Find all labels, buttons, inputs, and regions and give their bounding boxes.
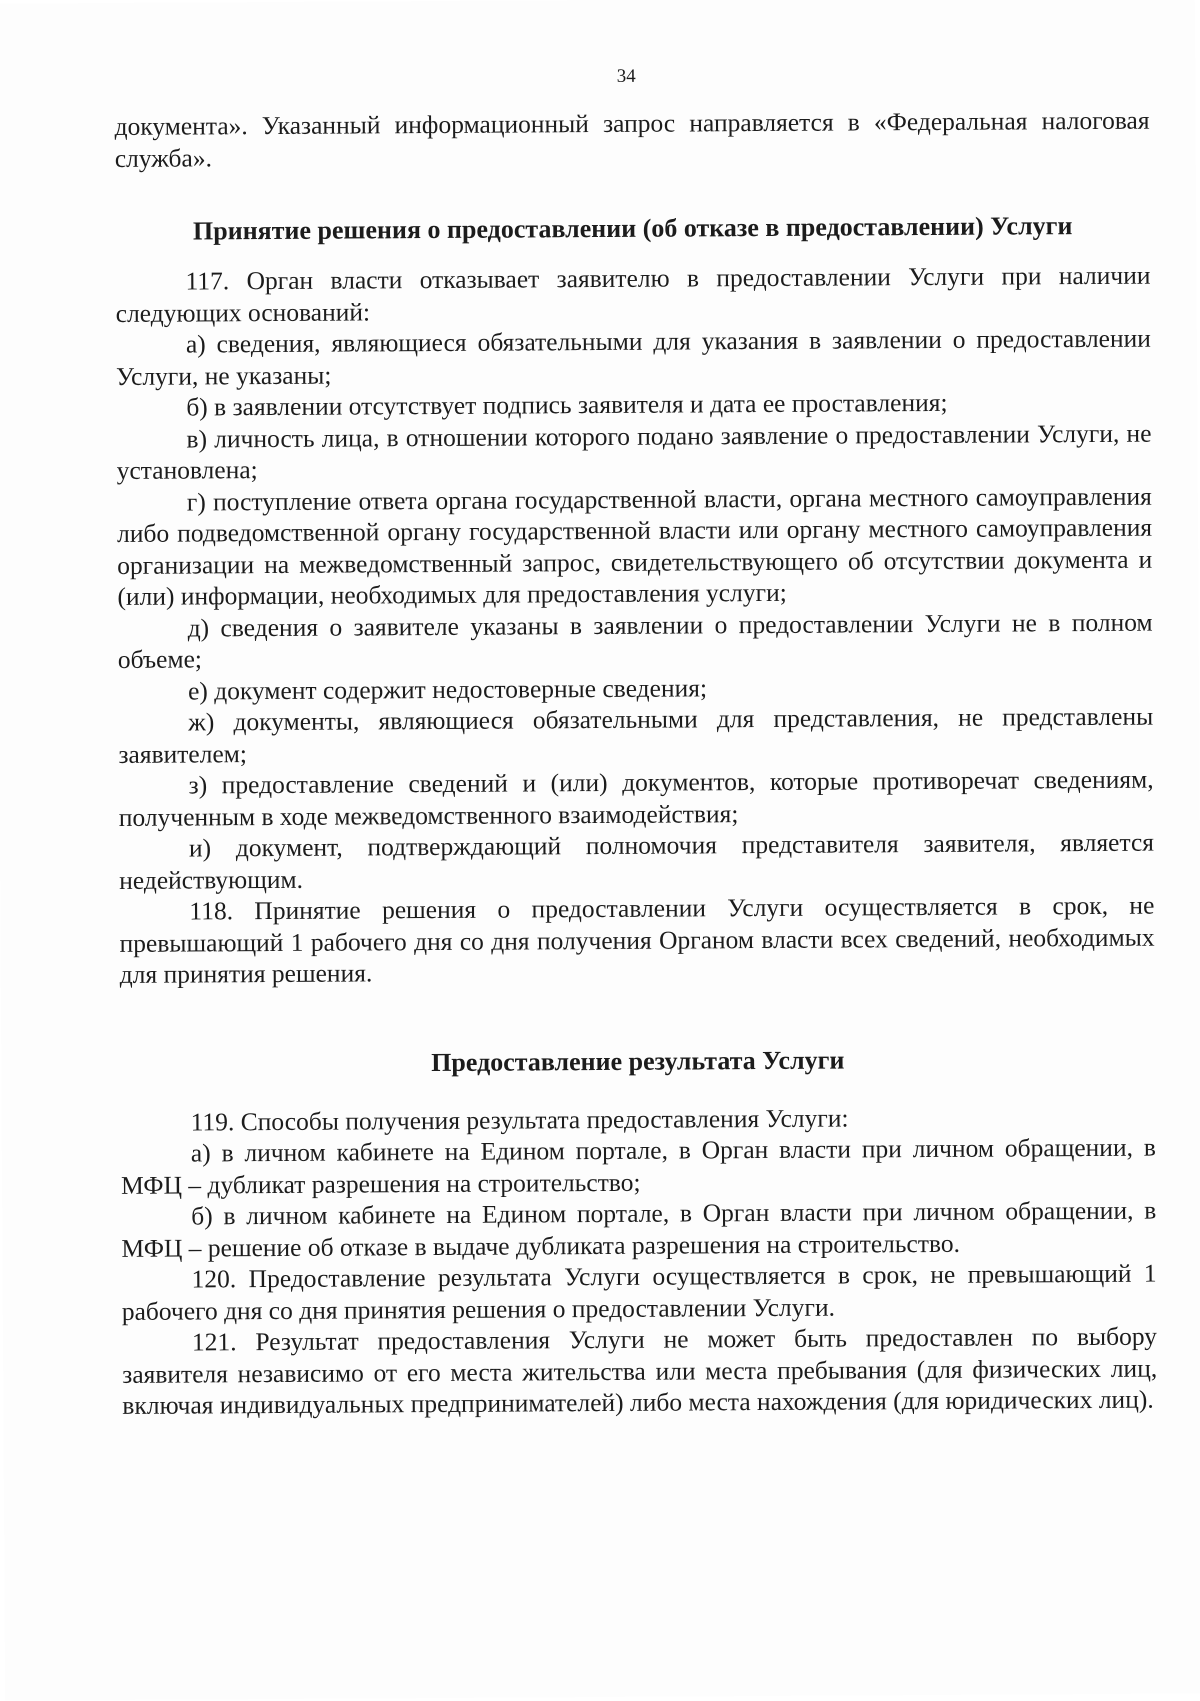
item-zh: ж) документы, являющиеся обязательными для представления, не представлены заявителем; <box>118 701 1154 769</box>
paragraph-121: 121. Результат предоставления Услуги не может быть предоставлен по выбору заявителя независимо от его места жительства или места пребывания (для физических лиц, включая индивидуальных предпринимателей) либо места нахождения (для юридических лиц). <box>122 1321 1158 1420</box>
intro-paragraph: документа». Указанный информационный запрос направляется в «Федеральная налоговая служба». <box>114 105 1150 173</box>
document-body <box>114 105 1157 1422</box>
paragraph-120: 120. Предоставление результата Услуги осуществляется в срок, не превышающий 1 рабочего дня со дня принятия решения о предоставлении Услуги. <box>121 1258 1157 1326</box>
paragraph-117: 117. Орган власти отказывает заявителю в предоставлении Услуги при наличии следующих оснований: <box>115 260 1151 328</box>
item-i: и) документ, подтверждающий полномочия представителя заявителя, является недействующим. <box>119 827 1155 895</box>
page-number: 34 <box>616 65 636 87</box>
item-d: д) сведения о заявителе указаны в заявлении о предоставлении Услуги не в полном объеме; <box>117 607 1153 674</box>
item-g: г) поступление ответа органа государственной власти, органа местного самоуправления либо подведомственной органу государственной власти или органу местного самоуправления организации на межведомственный запрос, свидетельствующего об отсутствии документа и (или) информации, необходимых для предоставления услуги; <box>116 481 1153 611</box>
section-heading-decision: Принятие решения о предоставлении (об отказе в предоставлении) Услуги <box>192 211 1073 246</box>
item-a: а) сведения, являющиеся обязательными для указания в заявлении о предоставлении Услуги, не указаны; <box>116 323 1151 391</box>
item-b: б) в заявлении отсутствует подпись заявителя и дата ее проставления; <box>186 387 948 422</box>
result-item-b: б) в личном кабинете на Едином портале, в Орган власти при личном обращении, в МФЦ – решение об отказе в выдаче дубликата разрешения на строительство. <box>121 1195 1157 1263</box>
paragraph-119: 119. Способы получения результата предоставления Услуги: <box>190 1102 849 1137</box>
item-e: е) документ содержит недостоверные сведения; <box>187 672 708 706</box>
result-item-a: а) в личном кабинете на Едином портале, в Орган власти при личном обращении, в МФЦ – дубликат разрешения на строительство; <box>120 1132 1156 1200</box>
paragraph-118: 118. Принятие решения о предоставлении Услуги осуществляется в срок, не превышающий 1 рабочего дня со дня получения Органом власти всех сведений, необходимых для принятия решения. <box>119 890 1155 989</box>
item-v: в) личность лица, в отношении которого подано заявление о предоставлении Услуги, не установлена; <box>116 418 1152 485</box>
section-heading-result: Предоставление результата Услуги <box>431 1045 845 1077</box>
item-z: з) предоставление сведений и (или) документов, которые противоречат сведениям, полученным в ходе межведомственного взаимодействия; <box>118 764 1154 832</box>
